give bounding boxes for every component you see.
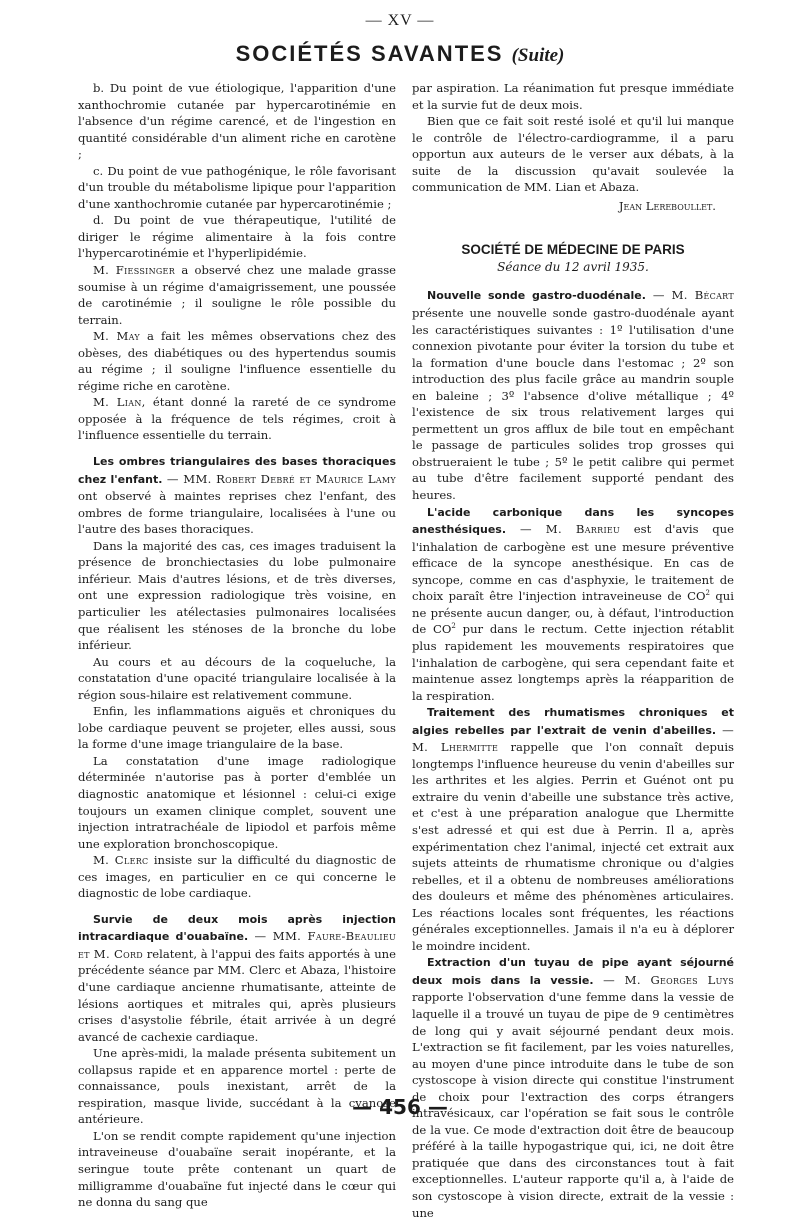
article-lead	[412, 504, 734, 705]
article-lead	[412, 287, 734, 503]
paragraph-text: rappelle que l'on connaît depuis longtemps l'influence heureuse du venin d'abeilles sur les arthrites et les algies. Perrin et Guénot ont pu extraire du venin d'abeille une substance très active, et c'est à une préparation analogue que Lhermitte s'est adressé et qui est due à Perrin. Il a, après expérimentation chez l'animal, injecté cet extrait aux sujets atteints de rhumatisme chronique ou d'algies rebelles, et il a obtenu de nombreuses améliorations des douleurs et même des phénomènes articulaires. Les réactions locales sont fréquentes, les réactions générales exceptionnelles. Jamais il n'a eu à déplorer le moindre incident.	[412, 740, 734, 953]
article-heading: Survie de deux mois après injection intracardiaque d'ouabaïne.	[78, 912, 396, 944]
paragraph-text: insiste sur la difficulté du diagnostic de ces images, en particulier en ce qui concerne le diagnostic de lobe cardiaque.	[78, 853, 396, 901]
article-authors: — M. Georges Luys	[593, 972, 734, 987]
paragraph: Au cours et au décours de la coqueluche, la constatation d'une opacité triangulaire localisée à la région sous-hilaire est relativement commune.	[78, 654, 396, 702]
paragraph: b. Du point de vue étiologique, l'apparition d'une xanthochromie cutanée par hypercarotinémie en l'absence d'un régime carencé, et de l'ingestion en quantité considérable d'un aliment riche en carotène ;	[78, 81, 396, 162]
article-authors: — MM. Robert Debré et Maurice Lamy	[162, 471, 396, 486]
paragraph: d. Du point de vue thérapeutique, l'utilité de diriger le régime alimentaire à la fois contre l'hypercarotinémie et l'hyperlipidémie.	[78, 213, 396, 261]
article-heading: L'acide carbonique dans les syncopes anesthésiques.	[412, 505, 734, 537]
paragraph-text: rapporte l'observation d'une femme dans la vessie de laquelle il a trouvé un tuyau de pipe de 9 centimètres de long qui y avait séjourné pendant deux mois. L'extraction se fit facilement, par les voies naturelles, au moyen d'une pince introduite dans le tube de son cystoscope à vision directe qui constitue l'instrument de choix pour l'extraction des corps étrangers intravésicaux, car l'opération se fait sous le contrôle de la vue. Ce mode d'extraction doit être de beaucoup préféré à la taille hypogastrique qui, ici, ne doit être pratiquée que dans des circonstances tout à fait exceptionnelles. L'auteur rapporte qu'il a, à l'aide de son cystoscope à vision directe, extrait de la vessie : une	[412, 990, 734, 1220]
paragraph: Dans la majorité des cas, ces images traduisent la présence de bronchiectasies du lobe pulmonaire inférieur. Mais d'autres lésions, et de très diverses, ont une expression radiologique très voisine, en particulier les atélectasies pulmonaires localisées que réalisent les sténoses de la bronche du lobe inférieur.	[78, 538, 396, 653]
paragraph: par aspiration. La réanimation fut presque immédiate et la survie fut de deux mois.	[412, 81, 734, 112]
article-authors: — M. Bécart	[645, 288, 734, 303]
author-signature: Jean Lereboullet.	[618, 198, 716, 213]
paragraph: La constatation d'une image radiologique déterminée n'autorise pas à porter d'emblée un diagnostic anatomique et lésionnel : celui-ci exige toujours un examen clinique complet, souvent une injection intratrachéale de lipiodol et parfois même une exploration bronchoscopique.	[78, 753, 396, 851]
section-title: SOCIÉTÉS SAVANTES	[235, 41, 504, 66]
paragraph: Enfin, les inflammations aiguës et chroniques du lobe cardiaque peuvent se projeter, elles aussi, sous la forme d'une image triangulaire de la base.	[78, 704, 396, 752]
paragraph	[78, 328, 396, 394]
paragraph-text: qui ne présente aucun danger, ou, à défaut, l'introduction de CO	[412, 589, 734, 637]
speaker-name: M. May	[93, 329, 140, 344]
right-column	[412, 80, 734, 1221]
speaker-name: M. Clerc	[93, 853, 149, 868]
article-authors: — MM. Faure-Beaulieu et M. Cord	[78, 929, 397, 961]
session-date: Séance du 12 avril 1935.	[497, 259, 649, 274]
article-heading: Traitement des rhumatismes chroniques et algies rebelles par l'extrait de venin d'abeilles.	[412, 706, 734, 737]
article-lead	[412, 954, 734, 1221]
roman-page-numeral: — XV —	[365, 12, 435, 29]
paragraph-text: a observé chez une malade grasse soumise à un régime d'amaigrissement, une poussée de carotinémie ; il souligne le rôle possible du terrain.	[78, 263, 397, 327]
paragraph: Bien que ce fait soit resté isolé et qu'il lui manque le contrôle de l'électro-cardiogramme, il a paru opportun aux auteurs de le verser aux débats, à la suite de la discussion qu'avait soulevée la communication de MM. Lian et Abaza.	[412, 114, 734, 195]
subscript-digit: 2	[451, 622, 456, 631]
paragraph-text: étant donné la rareté de ce syndrome opposée à la fréquence de tels régimes, croit à l'influence essentielle du terrain.	[78, 395, 397, 443]
article-heading: Les ombres triangulaires des bases thoraciques chez l'enfant.	[78, 455, 396, 486]
article-heading: Nouvelle sonde gastro-duodénale.	[427, 289, 646, 303]
speaker-name: M. Fiessinger	[93, 263, 176, 278]
paragraph: L'on se rendit compte rapidement qu'une injection intraveineuse d'ouabaïne serait inopérante, et la seringue toute prête contenant un quart de milligramme d'ouabaïne fut injecté dans le cœur qui ne donna du sang que	[78, 1128, 396, 1210]
paragraph-text: est d'avis que l'inhalation de carbogène est une mesure préventive efficace de la syncope anesthésique. En cas de syncope, comme en cas d'asphyxie, le traitement de choix paraît être l'injection intraveineuse de CO	[412, 522, 734, 604]
article-lead	[78, 911, 396, 1045]
article-lead	[412, 704, 734, 954]
society-title: SOCIÉTÉ DE MÉDECINE DE PARIS	[461, 242, 685, 258]
section-title-suffix: (Suite)	[511, 45, 565, 66]
article-lead	[78, 453, 396, 538]
article-authors: — M. Lhermitte	[412, 722, 734, 755]
subscript-digit: 2	[705, 589, 710, 598]
paragraph: Une après-midi, la malade présenta subitement un collapsus rapide et en apparence mortel : perte de connaissance, pouls inexistant, arrêt de la respiration, masque livide, succédant à la cyanose antérieure.	[78, 1046, 396, 1127]
article-authors: — M. Barrieu	[506, 522, 621, 537]
paragraph: c. Du point de vue pathogénique, le rôle favorisant d'un trouble du métabolisme lipique pour l'apparition d'une xanthochromie cutanée par hypercarotinémie ;	[78, 163, 396, 211]
paragraph-text: ont observé à maintes reprises chez l'enfant, des ombres de forme triangulaire, localisées à l'une ou l'autre des bases thoraciques.	[78, 489, 396, 537]
paragraph	[78, 394, 396, 444]
left-column	[78, 80, 396, 1211]
article-heading: Extraction d'un tuyau de pipe ayant séjourné deux mois dans la vessie.	[412, 956, 734, 987]
paragraph-text: pur dans le rectum. Cette injection rétablit plus rapidement les mouvements respiratoires que l'inhalation de carbogène, qui sera cependant faite et maintenue assez longtemps après la réapparition de la respiration.	[412, 622, 734, 703]
section-header	[0, 41, 800, 67]
page-number: — 456 —	[352, 1095, 448, 1119]
paragraph-text: relatent, à l'appui des faits apportés à une précédente séance par MM. Clerc et Abaza, l'histoire d'une cardiaque ancienne rhumatisante, atteinte de lésions aortiques et mitrales qui, après plusieurs crises d'asystolie fébrile, était arrivée à un degré avancé de cachexie cardiaque.	[78, 946, 396, 1044]
speaker-name: M. Lian,	[93, 395, 146, 410]
paragraph-text: a fait les mêmes observations chez des obèses, des diabétiques ou des hypertendus soumis au régime ; il souligne l'influence essentielle du régime riche en carotène.	[78, 329, 396, 393]
paragraph	[78, 852, 396, 902]
paragraph	[78, 262, 396, 328]
paragraph-text: présente une nouvelle sonde gastro-duodénale ayant les caractéristiques suivantes : 1º l'utilisation d'une connexion pivotante pour éviter la torsion du tube et la formation d'une boucle dans l'estomac ; 2º son introduction des plus facile grâce au mandrin souple en baleine ; 3º l'absence d'olive métallique ; 4º l'existence de six trous relativement larges qui permettent un gros afflux de bile tout en empêchant le passage de particules solides trop grosses qui obstrueraient le tube ; 5º le petit calibre qui permet au tube d'être facilement supporté pendant des heures.	[412, 306, 734, 503]
